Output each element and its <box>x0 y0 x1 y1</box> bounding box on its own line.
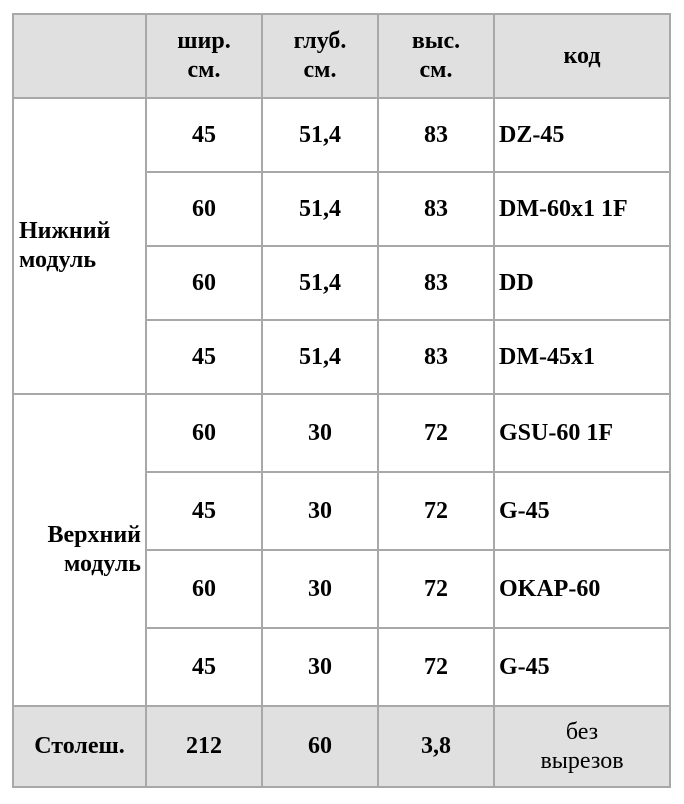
header-width <box>146 14 262 98</box>
cell-code: DZ-45 <box>494 98 670 172</box>
header-depth-line1: глуб. <box>293 28 347 55</box>
table-row <box>13 98 670 172</box>
cell-depth: 51,4 <box>262 320 378 394</box>
footer-label: Столеш. <box>13 706 146 787</box>
cell-code: DM-60x1 1F <box>494 172 670 246</box>
footer-note-line2: вырезов <box>540 747 624 774</box>
header-code: код <box>494 14 670 98</box>
table-row <box>13 394 670 472</box>
cell-width: 45 <box>146 98 262 172</box>
cell-height: 83 <box>378 320 494 394</box>
header-height <box>378 14 494 98</box>
header-height-line1: выс. <box>411 28 461 55</box>
group-label-lower <box>13 98 146 394</box>
cell-depth: 30 <box>262 472 378 550</box>
cell-depth: 51,4 <box>262 172 378 246</box>
cell-depth: 51,4 <box>262 246 378 320</box>
header-width-line1: шир. <box>177 28 231 55</box>
cell-depth: 30 <box>262 394 378 472</box>
group-label-upper <box>13 394 146 706</box>
footer-note-line1: без <box>565 718 599 745</box>
header-depth <box>262 14 378 98</box>
cell-depth: 30 <box>262 550 378 628</box>
cell-code: OKAP-60 <box>494 550 670 628</box>
header-row <box>13 14 670 98</box>
header-width-line2: см. <box>187 57 221 83</box>
cell-height: 72 <box>378 472 494 550</box>
cell-height: 83 <box>378 98 494 172</box>
group-label-upper-line2: модуль <box>63 551 141 577</box>
cell-height: 72 <box>378 628 494 706</box>
cell-depth: 51,4 <box>262 98 378 172</box>
cell-width: 45 <box>146 472 262 550</box>
cell-width: 45 <box>146 320 262 394</box>
cell-code: DM-45x1 <box>494 320 670 394</box>
cell-height: 72 <box>378 550 494 628</box>
group-label-upper-line1: Верхний <box>47 522 141 549</box>
cell-code: DD <box>494 246 670 320</box>
footer-width: 212 <box>146 706 262 787</box>
footer-row <box>13 706 670 787</box>
group-label-lower-line2: модуль <box>19 247 97 273</box>
footer-height: 3,8 <box>378 706 494 787</box>
cell-width: 60 <box>146 394 262 472</box>
cell-code: G-45 <box>494 628 670 706</box>
cell-code: G-45 <box>494 472 670 550</box>
header-height-line2: см. <box>419 57 453 83</box>
cell-height: 83 <box>378 172 494 246</box>
cell-height: 83 <box>378 246 494 320</box>
cell-width: 60 <box>146 246 262 320</box>
cell-width: 60 <box>146 172 262 246</box>
cell-height: 72 <box>378 394 494 472</box>
cell-width: 45 <box>146 628 262 706</box>
header-empty-cell <box>13 14 146 98</box>
cell-width: 60 <box>146 550 262 628</box>
footer-depth: 60 <box>262 706 378 787</box>
footer-note <box>494 706 670 787</box>
module-spec-table <box>12 13 671 788</box>
cell-code: GSU-60 1F <box>494 394 670 472</box>
cell-depth: 30 <box>262 628 378 706</box>
header-depth-line2: см. <box>303 57 337 83</box>
group-label-lower-line1: Нижний <box>19 218 111 245</box>
